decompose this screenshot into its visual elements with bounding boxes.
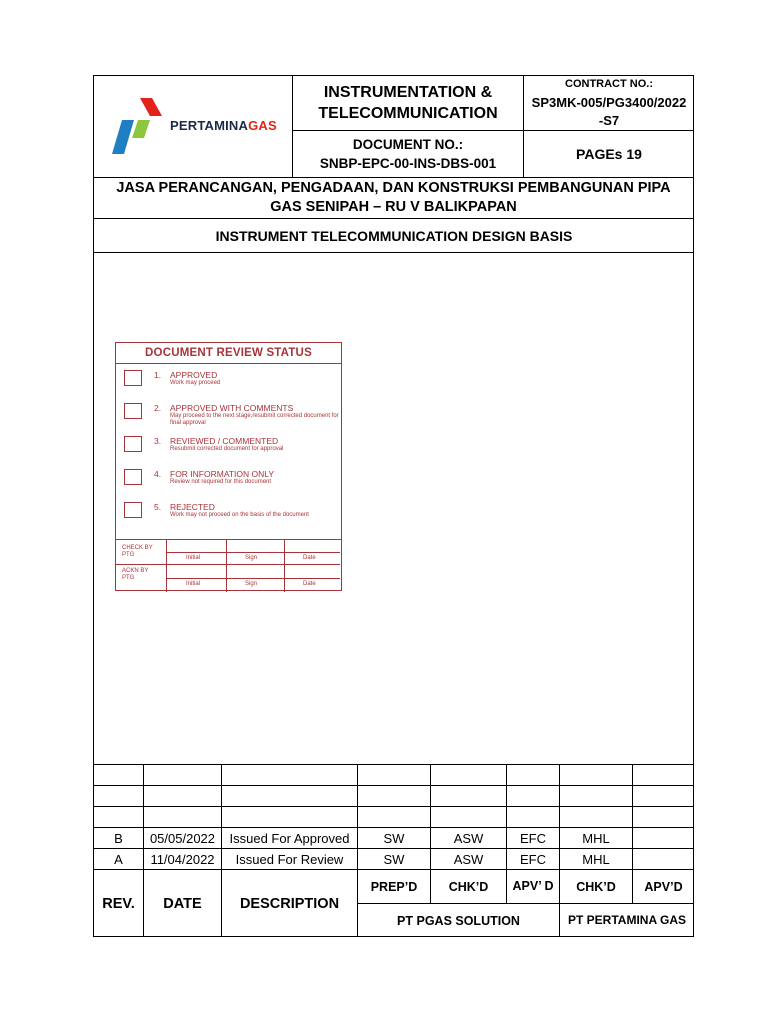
stamp-item-number: 4. [154,469,162,479]
reviewed-commented-checkbox[interactable] [124,436,142,452]
rev-cell: B [114,830,123,846]
checked-cell: ASW [453,830,484,846]
rejected-checkbox[interactable] [124,502,142,518]
client-checked-cell: MHL [582,830,610,846]
stamp-item-label: FOR INFORMATION ONLY [170,469,275,479]
stamp-item-number: 3. [154,436,162,446]
col-sign-label: Sign [245,581,258,587]
company-name [170,118,277,133]
prepared-cell: SW [383,830,405,846]
stamp-title: DOCUMENT REVIEW STATUS [116,343,341,364]
client-checked-header: CHK’D [576,879,616,894]
company-name-primary: PERTAMINA [170,118,249,133]
stamp-item-label: APPROVED [170,370,218,380]
date-header: DATE [163,895,202,912]
for-information-checkbox[interactable] [124,469,142,485]
stamp-item-note: Resubmit corrected document for approval [170,446,284,452]
col-date-label: Date [303,581,316,587]
col-initial-label: Initial [186,581,201,587]
col-sign-label: Sign [245,555,258,561]
project-title: JASA PERANCANGAN, PENGADAAN, DAN KONSTRUKSI PEMBANGUNAN PIPA GAS SENIPAH – RU V BALIKPAPAN [116,180,671,215]
pertamina-logo-icon [108,96,168,156]
stamp-item-label: REJECTED [170,502,215,512]
stamp-item-note: Work may proceed [170,380,221,386]
client-approved-cell [633,849,694,869]
document-title: INSTRUMENT TELECOMMUNICATION DESIGN BASIS [215,227,573,244]
stamp-item-note: Work may not proceed on the basis of the document [170,512,309,518]
company-name-secondary: GAS [248,118,277,133]
stamp-item-number: 5. [154,502,162,512]
prepared-header: PREP’D [370,879,418,894]
approved-header: APV’ D [512,879,554,893]
check-by-label: CHECK BY PTG [122,545,153,558]
approved-with-comments-checkbox[interactable] [124,403,142,419]
date-cell: 11/04/2022 [150,851,215,867]
approved-cell: EFC [520,851,546,867]
title-bottom-rule [93,252,694,253]
stamp-item-number: 2. [154,403,162,413]
client-checked-cell: MHL [582,851,610,867]
contract-number: SP3MK-005/PG3400/2022-S7 [531,94,687,128]
checked-header: CHK’D [448,879,489,894]
date-cell: 05/05/2022 [149,830,216,846]
contractor-group-header: PT PGAS SOLUTION [397,913,520,928]
rev-header: REV. [102,895,135,912]
description-cell: Issued For Review [235,851,344,867]
contract-label: CONTRACT NO.: [565,78,653,90]
stamp-item-number: 1. [154,370,162,380]
page-count: PAGEs 19 [576,146,642,162]
client-group-header: PT PERTAMINA GAS [568,913,687,927]
description-header: DESCRIPTION [239,895,340,912]
ackn-by-label: ACKN BY PTG [122,568,149,581]
checked-cell: ASW [453,851,484,867]
client-approved-header: APV’D [644,879,683,894]
approved-cell: EFC [520,830,546,846]
rev-cell: A [114,851,123,867]
stamp-signoff-grid [116,539,341,592]
col-initial-label: Initial [186,555,201,561]
stamp-item-label: REVIEWED / COMMENTED [170,436,279,446]
document-number: SNBP-EPC-00-INS-DBS-001 [319,155,497,171]
company-logo [108,96,283,156]
description-cell: Issued For Approved [229,830,350,846]
stamp-item-note: Review not required for this document [170,479,272,485]
col-date-label: Date [303,555,316,561]
stamp-item-label: APPROVED WITH COMMENTS [170,403,294,413]
document-review-stamp [115,342,342,591]
document-label: DOCUMENT NO.: [352,136,464,152]
approved-checkbox[interactable] [124,370,142,386]
prepared-cell: SW [383,851,405,867]
stamp-item-note: May proceed to the next stage,resubmit corrected document for final approval [170,413,339,426]
client-approved-cell [633,828,694,848]
discipline-title: INSTRUMENTATION & TELECOMMUNICATION [318,84,498,122]
